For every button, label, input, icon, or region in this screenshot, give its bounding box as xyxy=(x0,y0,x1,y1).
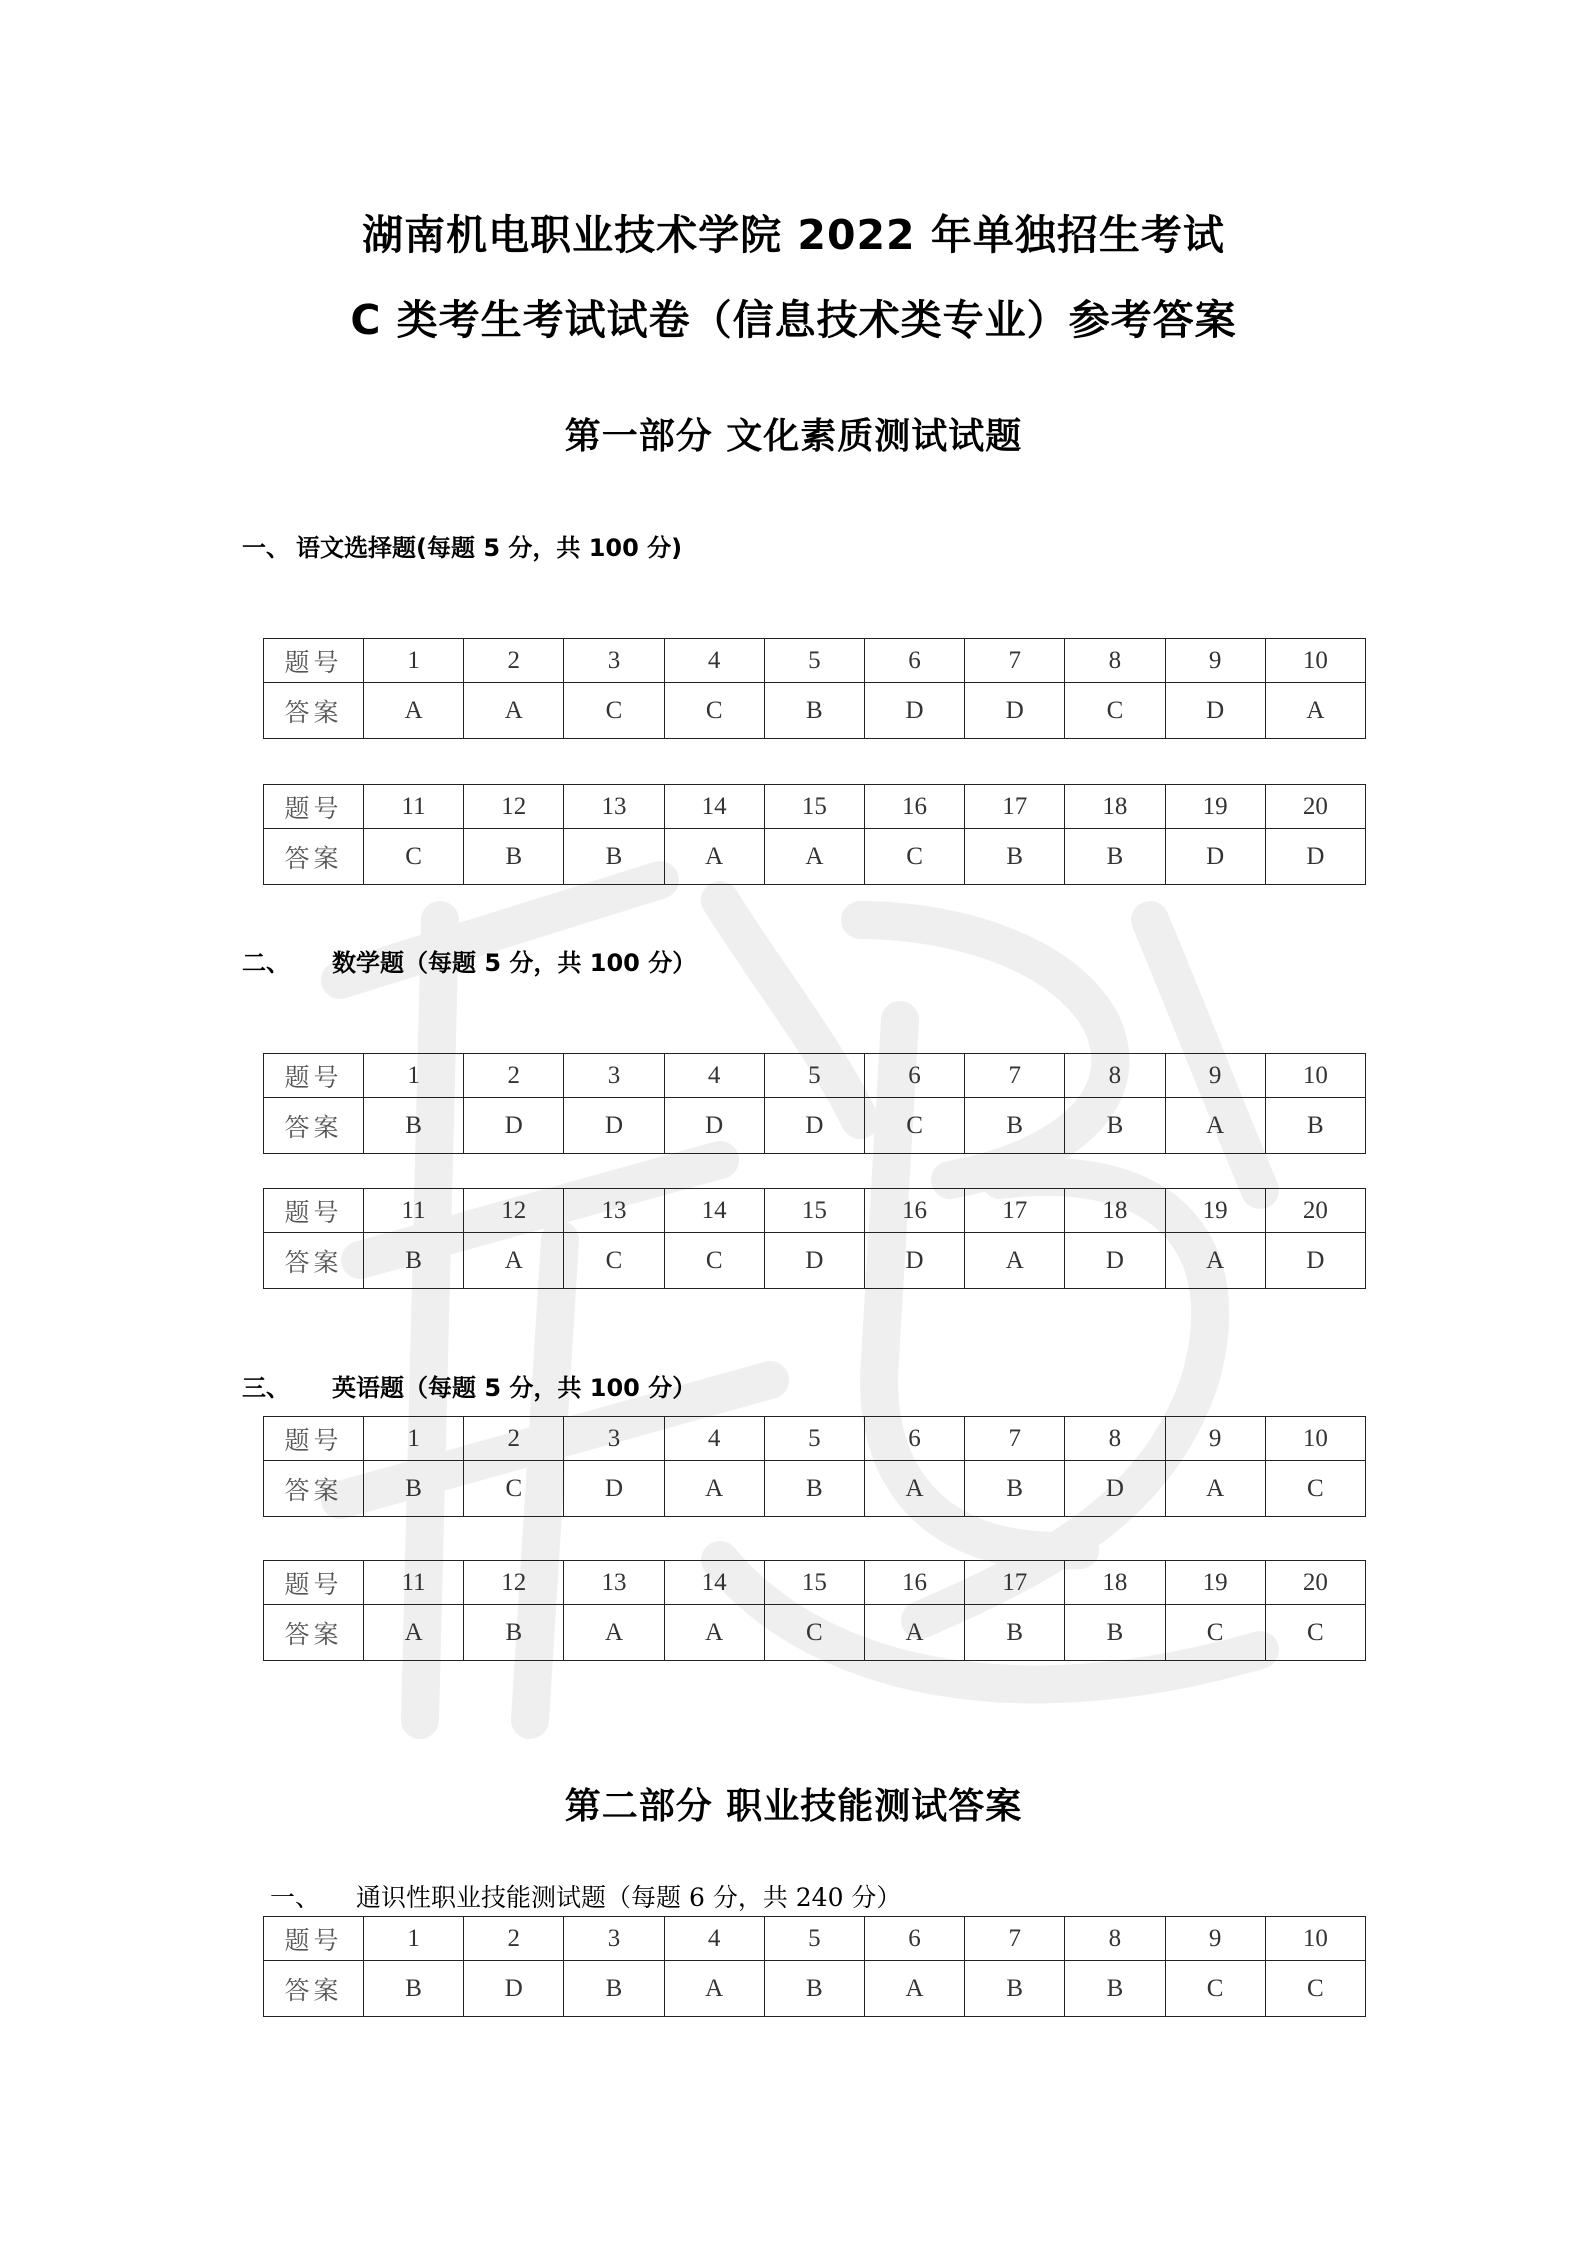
answer-cell: C xyxy=(1265,1961,1365,2017)
question-number-cell: 6 xyxy=(864,1917,964,1961)
answer-row xyxy=(264,1605,1366,1661)
answer-cell: C xyxy=(1065,683,1165,739)
answer-table-chinese-2 xyxy=(263,784,1366,885)
question-number-cell: 10 xyxy=(1265,1054,1365,1098)
question-number-cell: 1 xyxy=(364,1917,464,1961)
answer-cell: B xyxy=(364,1961,464,2017)
answer-cell: A xyxy=(1165,1098,1265,1154)
question-number-cell: 10 xyxy=(1265,639,1365,683)
answer-cell: B xyxy=(1065,829,1165,885)
question-number-cell: 9 xyxy=(1165,1417,1265,1461)
answer-cell: D xyxy=(864,1233,964,1289)
part2-heading: 第二部分 职业技能测试答案 xyxy=(564,1785,1023,1827)
answer-cell: C xyxy=(464,1461,564,1517)
question-number-cell: 15 xyxy=(764,785,864,829)
question-number-cell: 17 xyxy=(965,1561,1065,1605)
answer-cell: B xyxy=(965,1098,1065,1154)
question-number-cell: 18 xyxy=(1065,1561,1165,1605)
row-label-question-number: 题号 xyxy=(264,1417,364,1461)
question-number-cell: 2 xyxy=(464,639,564,683)
question-number-cell: 7 xyxy=(965,639,1065,683)
section-title: 数学题（每题 5 分，共 100 分） xyxy=(332,949,697,977)
question-number-cell: 3 xyxy=(564,1054,664,1098)
answer-cell: B xyxy=(364,1233,464,1289)
question-number-cell: 11 xyxy=(364,785,464,829)
answer-cell: D xyxy=(1065,1461,1165,1517)
answer-cell: C xyxy=(764,1605,864,1661)
question-number-cell: 4 xyxy=(664,639,764,683)
answer-row xyxy=(264,1233,1366,1289)
question-number-row xyxy=(264,1917,1366,1961)
answer-table-english-1 xyxy=(263,1416,1366,1517)
answer-cell: D xyxy=(1265,1233,1365,1289)
answer-cell: D xyxy=(464,1098,564,1154)
answer-cell: C xyxy=(1165,1605,1265,1661)
question-number-cell: 12 xyxy=(464,1561,564,1605)
answer-cell: A xyxy=(364,1605,464,1661)
answer-cell: D xyxy=(1165,829,1265,885)
question-number-cell: 2 xyxy=(464,1417,564,1461)
question-number-cell: 15 xyxy=(764,1189,864,1233)
answer-row xyxy=(264,683,1366,739)
question-number-cell: 6 xyxy=(864,1417,964,1461)
answer-cell: B xyxy=(965,1605,1065,1661)
answer-cell: A xyxy=(664,1961,764,2017)
question-number-cell: 4 xyxy=(664,1417,764,1461)
answer-cell: B xyxy=(1065,1961,1165,2017)
answer-cell: A xyxy=(864,1961,964,2017)
answer-cell: A xyxy=(864,1605,964,1661)
section-number: 三、 xyxy=(242,1374,290,1402)
answer-cell: B xyxy=(464,1605,564,1661)
answer-cell: D xyxy=(564,1098,664,1154)
question-number-cell: 7 xyxy=(965,1417,1065,1461)
answer-cell: D xyxy=(664,1098,764,1154)
answer-table-english-2 xyxy=(263,1560,1366,1661)
section-title: 英语题（每题 5 分，共 100 分） xyxy=(332,1374,697,1402)
answer-cell: A xyxy=(364,683,464,739)
answer-cell: A xyxy=(864,1461,964,1517)
part1-heading: 第一部分 文化素质测试试题 xyxy=(564,415,1023,457)
section-title: 语文选择题(每题 5 分，共 100 分) xyxy=(296,534,683,562)
question-number-row xyxy=(264,1417,1366,1461)
question-number-cell: 5 xyxy=(764,1417,864,1461)
answer-cell: A xyxy=(1265,683,1365,739)
section-number: 一、 xyxy=(242,534,290,562)
question-number-cell: 4 xyxy=(664,1054,764,1098)
question-number-cell: 10 xyxy=(1265,1417,1365,1461)
answer-cell: B xyxy=(965,829,1065,885)
question-number-cell: 17 xyxy=(965,1189,1065,1233)
row-label-answer: 答案 xyxy=(264,1605,364,1661)
question-number-cell: 3 xyxy=(564,639,664,683)
question-number-cell: 14 xyxy=(664,1189,764,1233)
answer-cell: B xyxy=(764,1461,864,1517)
answer-cell: C xyxy=(664,1233,764,1289)
question-number-cell: 16 xyxy=(864,1189,964,1233)
question-number-cell: 8 xyxy=(1065,639,1165,683)
row-label-answer: 答案 xyxy=(264,1961,364,2017)
question-number-cell: 3 xyxy=(564,1917,664,1961)
answer-cell: B xyxy=(965,1961,1065,2017)
answer-cell: B xyxy=(965,1461,1065,1517)
row-label-answer: 答案 xyxy=(264,1461,364,1517)
answer-cell: B xyxy=(1065,1098,1165,1154)
answer-cell: D xyxy=(864,683,964,739)
question-number-cell: 9 xyxy=(1165,1917,1265,1961)
question-number-cell: 5 xyxy=(764,1917,864,1961)
question-number-cell: 1 xyxy=(364,1417,464,1461)
question-number-cell: 2 xyxy=(464,1054,564,1098)
question-number-cell: 3 xyxy=(564,1417,664,1461)
row-label-question-number: 题号 xyxy=(264,785,364,829)
question-number-cell: 13 xyxy=(564,1189,664,1233)
answer-cell: C xyxy=(1265,1461,1365,1517)
answer-cell: C xyxy=(1265,1605,1365,1661)
row-label-answer: 答案 xyxy=(264,1098,364,1154)
answer-cell: A xyxy=(464,683,564,739)
answer-cell: A xyxy=(764,829,864,885)
question-number-cell: 8 xyxy=(1065,1054,1165,1098)
question-number-cell: 8 xyxy=(1065,1417,1165,1461)
question-number-cell: 11 xyxy=(364,1189,464,1233)
question-number-cell: 20 xyxy=(1265,1189,1365,1233)
question-number-cell: 20 xyxy=(1265,785,1365,829)
answer-row xyxy=(264,1461,1366,1517)
answer-cell: B xyxy=(564,1961,664,2017)
question-number-cell: 9 xyxy=(1165,1054,1265,1098)
document-title-line1: 湖南机电职业技术学院 2022 年单独招生考试 xyxy=(362,211,1225,259)
question-number-cell: 17 xyxy=(965,785,1065,829)
answer-table-math-1 xyxy=(263,1053,1366,1154)
answer-row xyxy=(264,1961,1366,2017)
answer-cell: B xyxy=(1065,1605,1165,1661)
section-number: 二、 xyxy=(242,949,290,977)
question-number-cell: 11 xyxy=(364,1561,464,1605)
row-label-question-number: 题号 xyxy=(264,1917,364,1961)
question-number-row xyxy=(264,785,1366,829)
answer-cell: B xyxy=(364,1098,464,1154)
question-number-row xyxy=(264,1189,1366,1233)
row-label-question-number: 题号 xyxy=(264,1054,364,1098)
question-number-cell: 20 xyxy=(1265,1561,1365,1605)
row-label-answer: 答案 xyxy=(264,1233,364,1289)
answer-cell: A xyxy=(664,829,764,885)
answer-cell: C xyxy=(864,829,964,885)
question-number-cell: 6 xyxy=(864,639,964,683)
section-math-heading xyxy=(242,943,696,978)
answer-row xyxy=(264,829,1366,885)
answer-cell: A xyxy=(564,1605,664,1661)
question-number-cell: 18 xyxy=(1065,785,1165,829)
answer-table-chinese-1 xyxy=(263,638,1366,739)
answer-cell: A xyxy=(1165,1461,1265,1517)
question-number-row xyxy=(264,1561,1366,1605)
answer-cell: C xyxy=(364,829,464,885)
section-chinese-heading xyxy=(242,528,682,563)
question-number-cell: 7 xyxy=(965,1917,1065,1961)
question-number-cell: 12 xyxy=(464,785,564,829)
row-label-question-number: 题号 xyxy=(264,639,364,683)
answer-cell: B xyxy=(364,1461,464,1517)
answer-cell: B xyxy=(1265,1098,1365,1154)
answer-cell: B xyxy=(464,829,564,885)
answer-cell: B xyxy=(564,829,664,885)
answer-cell: B xyxy=(764,1961,864,2017)
question-number-cell: 19 xyxy=(1165,1561,1265,1605)
answer-cell: C xyxy=(664,683,764,739)
row-label-answer: 答案 xyxy=(264,683,364,739)
question-number-cell: 2 xyxy=(464,1917,564,1961)
answer-table-math-2 xyxy=(263,1188,1366,1289)
row-label-question-number: 题号 xyxy=(264,1561,364,1605)
row-label-question-number: 题号 xyxy=(264,1189,364,1233)
answer-table-vocational-1 xyxy=(263,1916,1366,2017)
question-number-cell: 13 xyxy=(564,1561,664,1605)
question-number-cell: 7 xyxy=(965,1054,1065,1098)
question-number-cell: 19 xyxy=(1165,1189,1265,1233)
question-number-cell: 12 xyxy=(464,1189,564,1233)
section-title: 通识性职业技能测试题（每题 6 分，共 240 分） xyxy=(356,1883,902,1912)
question-number-cell: 6 xyxy=(864,1054,964,1098)
section-vocational-heading xyxy=(270,1878,901,1914)
answer-cell: A xyxy=(664,1461,764,1517)
question-number-cell: 14 xyxy=(664,1561,764,1605)
question-number-cell: 16 xyxy=(864,1561,964,1605)
answer-cell: A xyxy=(1165,1233,1265,1289)
section-number: 一、 xyxy=(270,1883,321,1912)
answer-cell: D xyxy=(464,1961,564,2017)
question-number-cell: 5 xyxy=(764,1054,864,1098)
question-number-row xyxy=(264,1054,1366,1098)
question-number-cell: 1 xyxy=(364,639,464,683)
question-number-cell: 10 xyxy=(1265,1917,1365,1961)
document-title-line2: C 类考生考试试卷（信息技术类专业）参考答案 xyxy=(350,296,1237,344)
answer-cell: C xyxy=(564,683,664,739)
answer-cell: D xyxy=(764,1233,864,1289)
question-number-cell: 15 xyxy=(764,1561,864,1605)
section-english-heading xyxy=(242,1368,696,1403)
answer-cell: A xyxy=(664,1605,764,1661)
question-number-cell: 16 xyxy=(864,785,964,829)
answer-cell: B xyxy=(764,683,864,739)
answer-cell: D xyxy=(764,1098,864,1154)
question-number-cell: 8 xyxy=(1065,1917,1165,1961)
answer-cell: C xyxy=(564,1233,664,1289)
question-number-cell: 19 xyxy=(1165,785,1265,829)
question-number-cell: 9 xyxy=(1165,639,1265,683)
answer-cell: D xyxy=(1265,829,1365,885)
answer-cell: C xyxy=(864,1098,964,1154)
question-number-cell: 18 xyxy=(1065,1189,1165,1233)
question-number-cell: 4 xyxy=(664,1917,764,1961)
question-number-cell: 1 xyxy=(364,1054,464,1098)
row-label-answer: 答案 xyxy=(264,829,364,885)
answer-cell: D xyxy=(1065,1233,1165,1289)
answer-cell: A xyxy=(464,1233,564,1289)
answer-cell: C xyxy=(1165,1961,1265,2017)
answer-cell: D xyxy=(1165,683,1265,739)
answer-row xyxy=(264,1098,1366,1154)
question-number-cell: 13 xyxy=(564,785,664,829)
question-number-cell: 14 xyxy=(664,785,764,829)
question-number-cell: 5 xyxy=(764,639,864,683)
answer-cell: D xyxy=(965,683,1065,739)
answer-cell: A xyxy=(965,1233,1065,1289)
question-number-row xyxy=(264,639,1366,683)
answer-cell: D xyxy=(564,1461,664,1517)
